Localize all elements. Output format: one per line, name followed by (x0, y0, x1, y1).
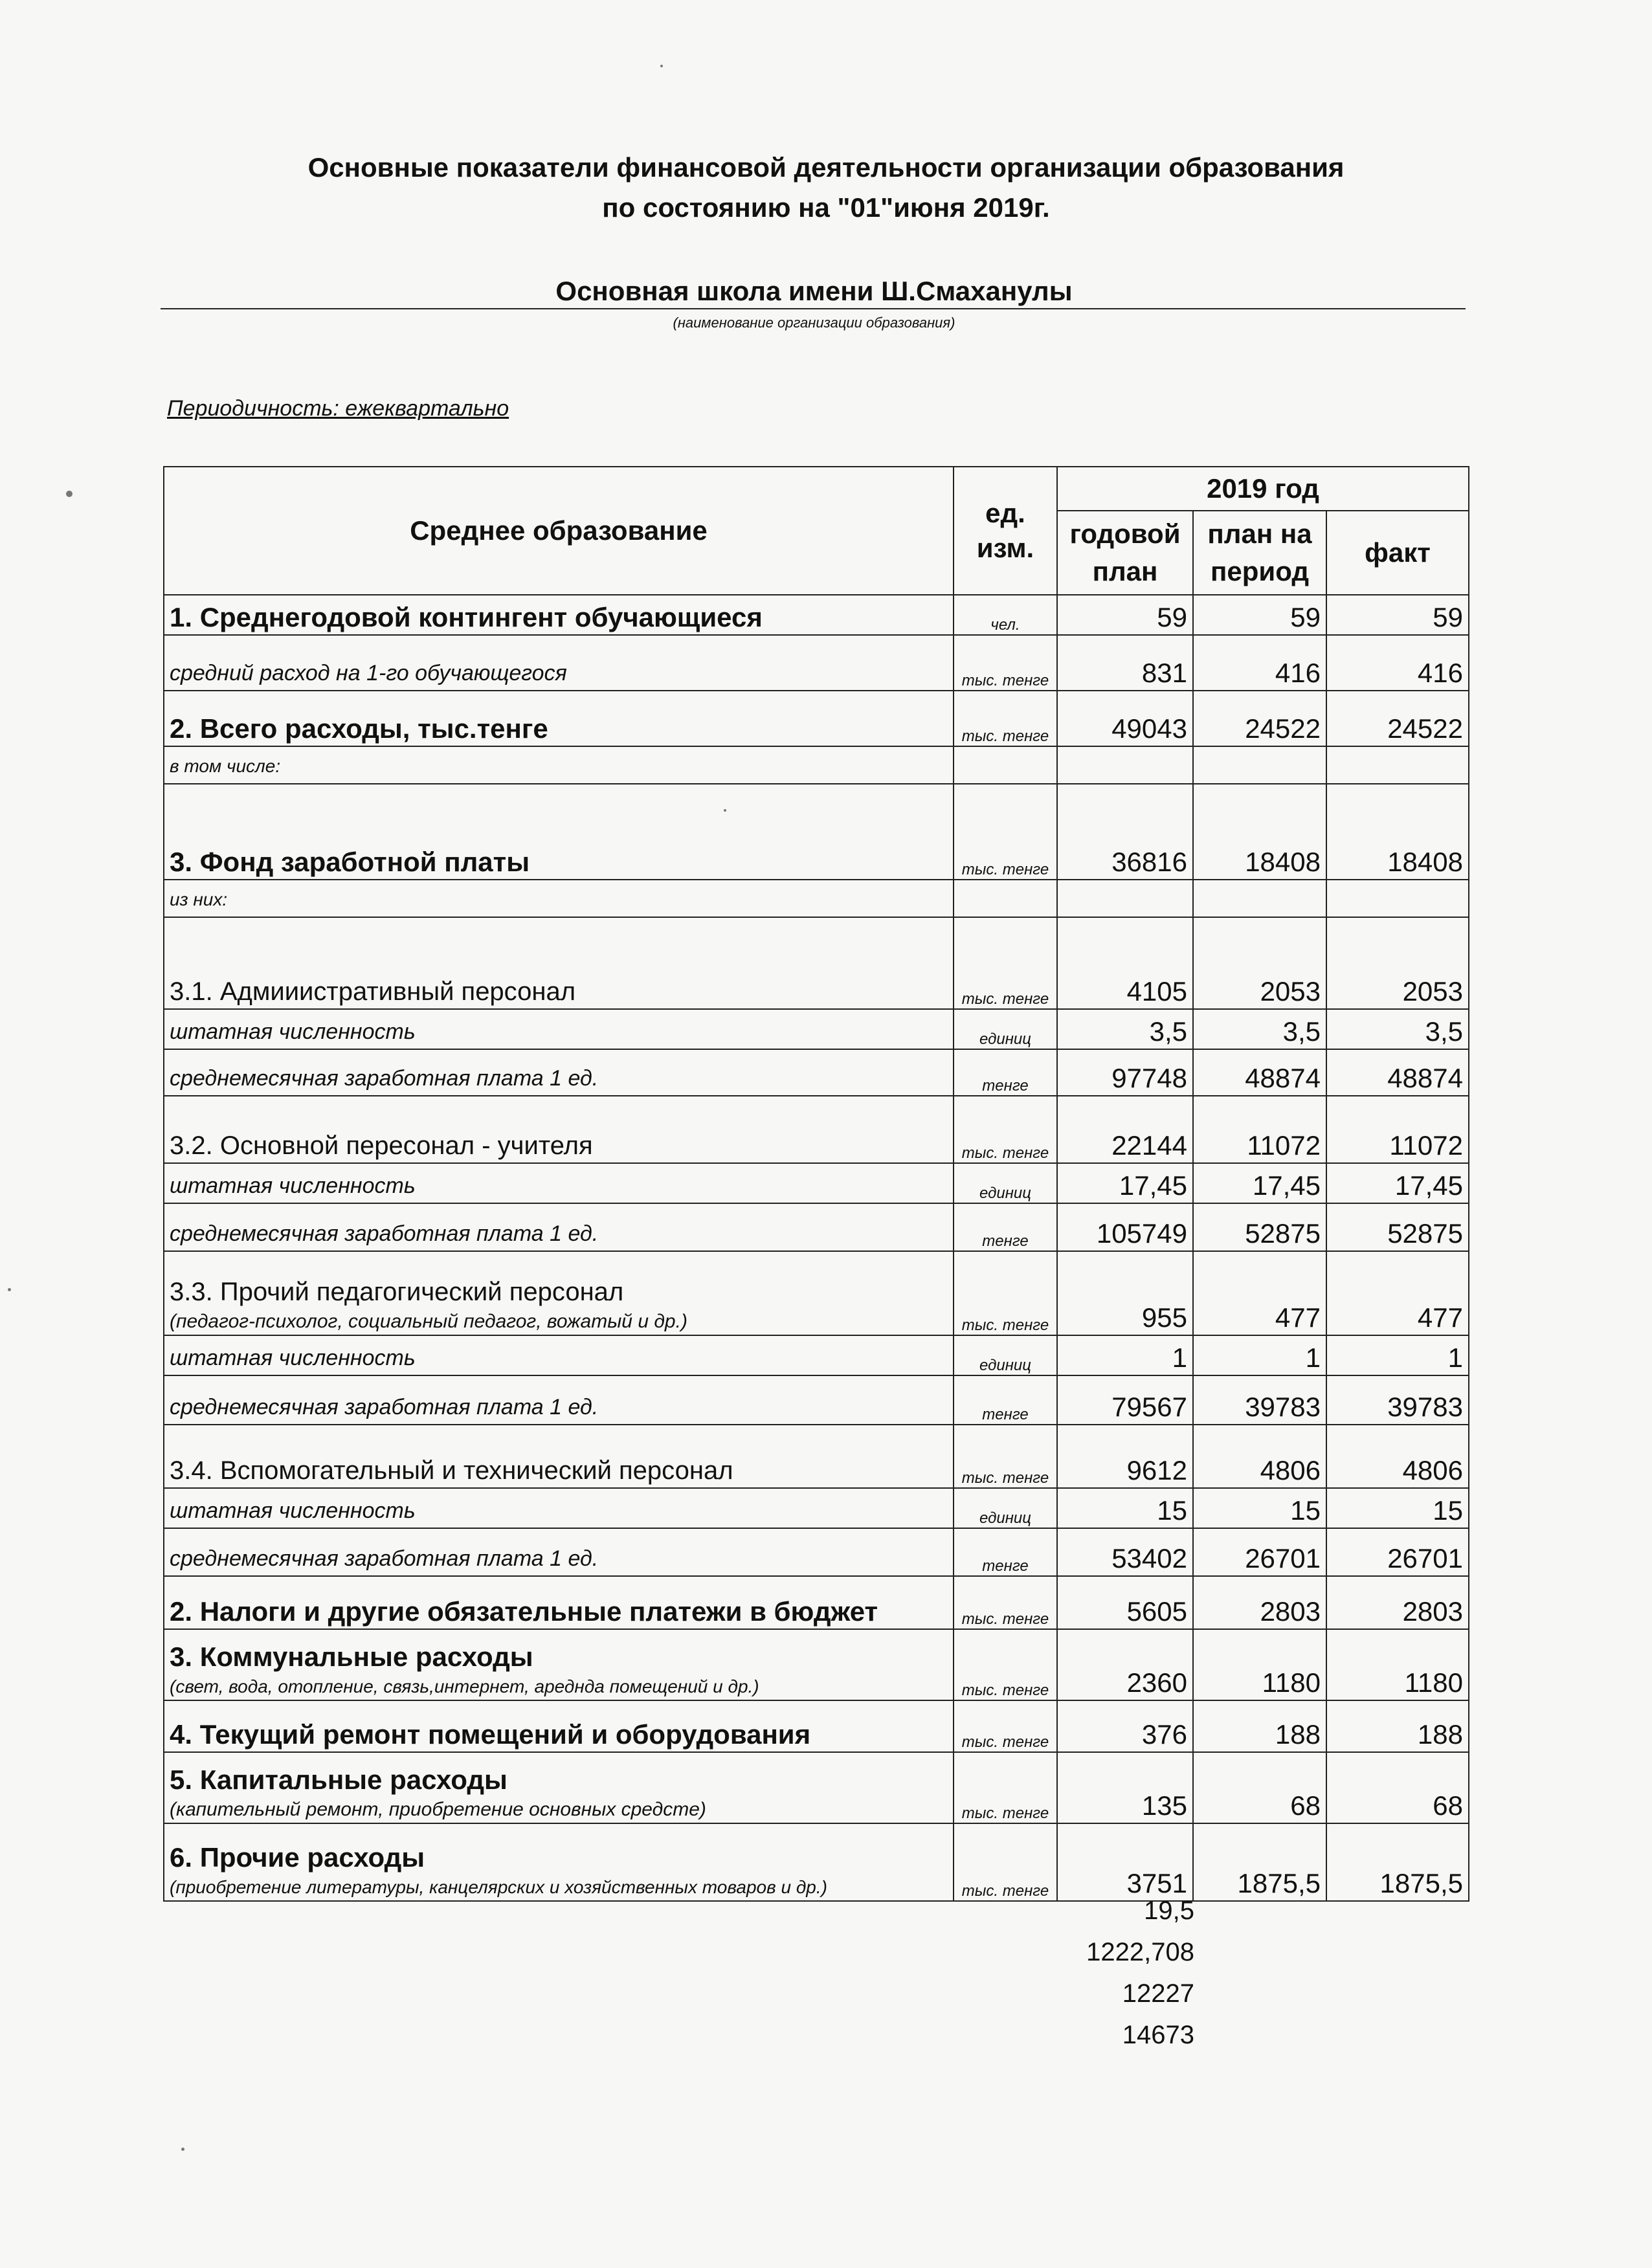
document-title (0, 148, 1652, 228)
fact-value: 188 (1326, 1700, 1469, 1752)
table-row (164, 1752, 1469, 1823)
annual-plan-value: 831 (1057, 635, 1193, 691)
annual-plan-value: 79567 (1057, 1375, 1193, 1425)
row-unit: тыс. тенге (954, 784, 1057, 880)
row-label: средний расход на 1-го обучающегося (170, 661, 567, 685)
period-plan-value: 3,5 (1193, 1009, 1326, 1049)
row-unit: тыс. тенге (954, 1425, 1057, 1488)
row-label-cell (164, 880, 954, 917)
annual-plan-value: 59 (1057, 595, 1193, 635)
header-annual-plan: годовой план (1057, 511, 1193, 595)
row-label: 6. Прочие расходы (170, 1842, 425, 1873)
row-label: 3.4. Вспомогательный и технический персонал (170, 1456, 733, 1485)
row-label-cell (164, 1335, 954, 1375)
fact-value: 3,5 (1326, 1009, 1469, 1049)
period-plan-value: 17,45 (1193, 1163, 1326, 1203)
period-plan-value: 24522 (1193, 691, 1326, 746)
title-line-1: Основные показатели финансовой деятельности организации образования (307, 152, 1345, 183)
row-label: из них: (170, 889, 228, 909)
annual-plan-value: 4105 (1057, 917, 1193, 1009)
table-row (164, 746, 1469, 784)
annual-plan-value: 15 (1057, 1488, 1193, 1528)
row-label-cell (164, 1203, 954, 1251)
fact-value: 59 (1326, 595, 1469, 635)
table-row (164, 784, 1469, 880)
annual-plan-value (1057, 746, 1193, 784)
row-label: штатная численность (170, 1346, 416, 1370)
period-plan-value: 39783 (1193, 1375, 1326, 1425)
table-row (164, 595, 1469, 635)
fact-value: 18408 (1326, 784, 1469, 880)
period-plan-value: 1180 (1193, 1629, 1326, 1700)
row-label: 5. Капитальные расходы (170, 1764, 508, 1795)
row-label-cell (164, 1752, 954, 1823)
footer-number: 14673 (1122, 2021, 1194, 2049)
row-unit: тыс. тенге (954, 635, 1057, 691)
annual-plan-value: 3751 (1057, 1823, 1193, 1901)
annual-plan-value: 9612 (1057, 1425, 1193, 1488)
row-note: (капительный ремонт, приобретение основных средстe) (170, 1799, 706, 1820)
row-label: среднемесячная заработная плата 1 ед. (170, 1066, 599, 1091)
row-label-cell (164, 1375, 954, 1425)
period-plan-value: 18408 (1193, 784, 1326, 880)
period-plan-value: 477 (1193, 1251, 1326, 1335)
row-label-cell (164, 1576, 954, 1629)
annual-plan-value: 135 (1057, 1752, 1193, 1823)
period-plan-value: 52875 (1193, 1203, 1326, 1251)
table-row (164, 917, 1469, 1009)
row-label: 4. Текущий ремонт помещений и оборудования (170, 1719, 811, 1750)
fact-value: 26701 (1326, 1528, 1469, 1576)
period-plan-value (1193, 746, 1326, 784)
row-unit: тенге (954, 1049, 1057, 1096)
title-line-2: по состоянию на "01"июня 2019г. (602, 192, 1050, 223)
footer-number: 1222,708 (1086, 1938, 1194, 1966)
row-label: 3.1. Адмииистративный персонал (170, 977, 576, 1006)
row-label-cell (164, 917, 954, 1009)
row-label-cell (164, 1009, 954, 1049)
period-plan-value: 26701 (1193, 1528, 1326, 1576)
table-row (164, 1096, 1469, 1163)
period-plan-value: 2053 (1193, 917, 1326, 1009)
row-note: (приобретение литературы, канцелярских и хозяйственных товаров и др.) (170, 1877, 827, 1897)
row-label-cell (164, 1049, 954, 1096)
row-label-cell (164, 1700, 954, 1752)
annual-plan-value: 3,5 (1057, 1009, 1193, 1049)
table-row (164, 1203, 1469, 1251)
period-plan-value (1193, 880, 1326, 917)
table-row (164, 880, 1469, 917)
table-row (164, 1049, 1469, 1096)
row-label-cell (164, 691, 954, 746)
table-row (164, 1488, 1469, 1528)
table-row (164, 1528, 1469, 1576)
period-plan-value: 1875,5 (1193, 1823, 1326, 1901)
row-unit: тыс. тенге (954, 1752, 1057, 1823)
row-label-cell (164, 595, 954, 635)
footer-number: 19,5 (1144, 1896, 1194, 1925)
row-label-cell (164, 1425, 954, 1488)
scan-speck (66, 491, 73, 497)
row-label: 1. Среднегодовой контингент обучающиеся (170, 602, 763, 632)
period-plan-value: 15 (1193, 1488, 1326, 1528)
row-unit: единиц (954, 1488, 1057, 1528)
fact-value: 48874 (1326, 1049, 1469, 1096)
period-plan-value: 416 (1193, 635, 1326, 691)
row-note: (свет, вода, отопление, связь,интернет, аредндa помещений и др.) (170, 1676, 759, 1696)
row-label: штатная численность (170, 1019, 416, 1044)
period-plan-value: 1 (1193, 1335, 1326, 1375)
fact-value: 39783 (1326, 1375, 1469, 1425)
row-unit: единиц (954, 1335, 1057, 1375)
table-row (164, 635, 1469, 691)
header-year: 2019 год (1057, 467, 1469, 511)
row-label-cell (164, 784, 954, 880)
table-row (164, 1251, 1469, 1335)
period-plan-value: 59 (1193, 595, 1326, 635)
annual-plan-value: 1 (1057, 1335, 1193, 1375)
row-label: 3.3. Прочий педагогический персонал (170, 1278, 624, 1306)
row-label: 2. Всего расходы, тыс.тенге (170, 713, 548, 744)
row-unit (954, 880, 1057, 917)
annual-plan-value (1057, 880, 1193, 917)
row-unit: единиц (954, 1009, 1057, 1049)
annual-plan-value: 53402 (1057, 1528, 1193, 1576)
fact-value: 1 (1326, 1335, 1469, 1375)
organization-underline (161, 308, 1466, 309)
annual-plan-value: 955 (1057, 1251, 1193, 1335)
row-unit: тыс. тенге (954, 1251, 1057, 1335)
fact-value: 1875,5 (1326, 1823, 1469, 1901)
fact-value: 477 (1326, 1251, 1469, 1335)
scan-speck (724, 809, 726, 812)
scan-speck (8, 1288, 11, 1291)
financial-indicators-table (163, 466, 1469, 1902)
annual-plan-value: 17,45 (1057, 1163, 1193, 1203)
row-unit: тыс. тенге (954, 1629, 1057, 1700)
table-row (164, 1163, 1469, 1203)
row-label: 3. Фонд заработной платы (170, 847, 530, 877)
row-label-cell (164, 1163, 954, 1203)
annual-plan-value: 22144 (1057, 1096, 1193, 1163)
scan-speck (181, 2148, 184, 2151)
row-note: (педагог-психолог, социальный педагог, вожатый и др.) (170, 1311, 687, 1332)
row-label-cell (164, 746, 954, 784)
organization-name: Основная школа имени Ш.Смаханулы (555, 276, 1073, 306)
scan-speck (660, 65, 663, 67)
fact-value: 2053 (1326, 917, 1469, 1009)
row-unit: тыс. тенге (954, 1700, 1057, 1752)
row-unit: тыс. тенге (954, 691, 1057, 746)
row-label: штатная численность (170, 1498, 416, 1523)
row-label-cell (164, 1096, 954, 1163)
row-label: среднемесячная заработная плата 1 ед. (170, 1546, 599, 1571)
table-row (164, 1823, 1469, 1901)
period-plan-value: 2803 (1193, 1576, 1326, 1629)
row-label: штатная численность (170, 1173, 416, 1198)
table-row (164, 1700, 1469, 1752)
header-section: Среднее образование (164, 467, 954, 595)
annual-plan-value: 5605 (1057, 1576, 1193, 1629)
row-unit: тенге (954, 1528, 1057, 1576)
row-unit (954, 746, 1057, 784)
fact-value: 15 (1326, 1488, 1469, 1528)
row-label: 2. Налоги и другие обязательные платежи в бюджет (170, 1596, 878, 1627)
row-label-cell (164, 1629, 954, 1700)
fact-value (1326, 880, 1469, 917)
fact-value: 2803 (1326, 1576, 1469, 1629)
table-row (164, 1335, 1469, 1375)
period-plan-value: 11072 (1193, 1096, 1326, 1163)
annual-plan-value: 105749 (1057, 1203, 1193, 1251)
fact-value: 416 (1326, 635, 1469, 691)
row-label: среднемесячная заработная плата 1 ед. (170, 1395, 599, 1419)
table-row (164, 1629, 1469, 1700)
row-unit: тенге (954, 1203, 1057, 1251)
fact-value: 24522 (1326, 691, 1469, 746)
row-label: 3. Коммунальные расходы (170, 1641, 533, 1672)
row-label-cell (164, 1488, 954, 1528)
header-period-plan: план на период (1193, 511, 1326, 595)
table-row (164, 691, 1469, 746)
period-plan-value: 4806 (1193, 1425, 1326, 1488)
annual-plan-value: 36816 (1057, 784, 1193, 880)
row-label: в том числе: (170, 756, 281, 776)
fact-value: 17,45 (1326, 1163, 1469, 1203)
row-unit: тенге (954, 1375, 1057, 1425)
period-plan-value: 48874 (1193, 1049, 1326, 1096)
fact-value: 1180 (1326, 1629, 1469, 1700)
table-row (164, 1425, 1469, 1488)
fact-value: 52875 (1326, 1203, 1469, 1251)
row-label: среднемесячная заработная плата 1 ед. (170, 1221, 599, 1246)
row-label-cell (164, 1251, 954, 1335)
table-row (164, 1375, 1469, 1425)
period-plan-value: 68 (1193, 1752, 1326, 1823)
annual-plan-value: 97748 (1057, 1049, 1193, 1096)
annual-plan-value: 49043 (1057, 691, 1193, 746)
row-label-cell (164, 635, 954, 691)
periodicity-label: Периодичность: ежеквартально (167, 396, 509, 421)
period-plan-value: 188 (1193, 1700, 1326, 1752)
fact-value (1326, 746, 1469, 784)
row-label-cell (164, 1528, 954, 1576)
row-unit: тыс. тенге (954, 1576, 1057, 1629)
row-unit: чел. (954, 595, 1057, 635)
row-unit: тыс. тенге (954, 917, 1057, 1009)
row-unit: единиц (954, 1163, 1057, 1203)
fact-value: 11072 (1326, 1096, 1469, 1163)
annual-plan-value: 376 (1057, 1700, 1193, 1752)
footer-number: 12227 (1122, 1979, 1194, 2008)
fact-value: 68 (1326, 1752, 1469, 1823)
row-label: 3.2. Основной пересонал - учителя (170, 1131, 593, 1160)
annual-plan-value: 2360 (1057, 1629, 1193, 1700)
row-label-cell (164, 1823, 954, 1901)
table-row (164, 1576, 1469, 1629)
table-row (164, 1009, 1469, 1049)
organization-caption: (наименование организации образования) (673, 315, 955, 331)
row-unit: тыс. тенге (954, 1823, 1057, 1901)
header-unit: ед. изм. (954, 467, 1057, 595)
fact-value: 4806 (1326, 1425, 1469, 1488)
row-unit: тыс. тенге (954, 1096, 1057, 1163)
header-fact: факт (1326, 511, 1469, 595)
